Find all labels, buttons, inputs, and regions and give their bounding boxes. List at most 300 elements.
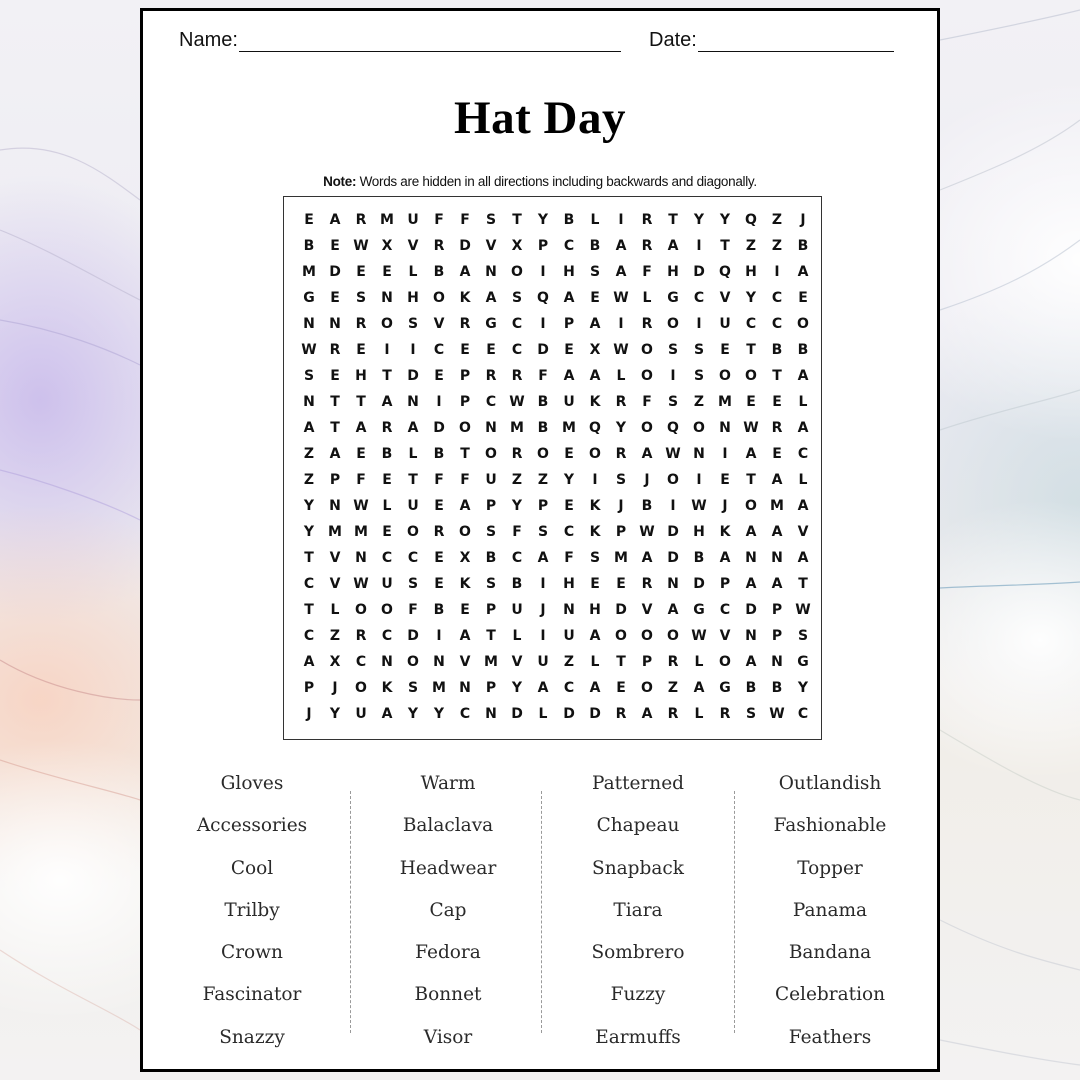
grid-cell[interactable]: G xyxy=(719,680,731,696)
grid-cell[interactable]: T xyxy=(512,212,522,228)
grid-cell[interactable]: W xyxy=(795,602,811,618)
grid-cell[interactable]: X xyxy=(589,342,601,358)
grid-cell[interactable]: E xyxy=(460,342,470,358)
grid-cell[interactable]: K xyxy=(589,498,601,514)
grid-cell[interactable]: D xyxy=(511,706,523,722)
grid-cell[interactable]: B xyxy=(511,576,523,592)
grid-cell[interactable]: E xyxy=(746,394,756,410)
grid-cell[interactable]: R xyxy=(485,368,497,384)
grid-cell[interactable]: H xyxy=(667,264,679,280)
grid-cell[interactable]: H xyxy=(745,264,757,280)
grid-cell[interactable]: T xyxy=(460,446,470,462)
grid-cell[interactable]: O xyxy=(511,264,523,280)
grid-cell[interactable]: D xyxy=(433,420,445,436)
grid-cell[interactable]: N xyxy=(485,264,497,280)
grid-cell[interactable]: V xyxy=(329,550,341,566)
grid-cell[interactable]: T xyxy=(486,628,496,644)
grid-cell[interactable]: C xyxy=(745,316,757,332)
grid-cell[interactable]: D xyxy=(537,342,549,358)
grid-cell[interactable]: O xyxy=(797,316,809,332)
grid-cell[interactable]: S xyxy=(485,524,497,540)
grid-cell[interactable]: L xyxy=(382,498,392,514)
grid-cell[interactable]: U xyxy=(485,472,497,488)
grid-cell[interactable]: E xyxy=(356,342,366,358)
grid-cell[interactable]: N xyxy=(771,550,783,566)
grid-cell[interactable]: A xyxy=(667,238,679,254)
grid-cell[interactable]: L xyxy=(330,602,340,618)
grid-cell[interactable]: J xyxy=(540,602,546,618)
grid-cell[interactable]: O xyxy=(433,290,445,306)
grid-cell[interactable]: W xyxy=(769,706,785,722)
grid-cell[interactable]: E xyxy=(382,524,392,540)
grid-cell[interactable]: S xyxy=(485,576,497,592)
grid-cell[interactable]: O xyxy=(355,602,367,618)
grid-cell[interactable]: A xyxy=(459,264,471,280)
grid-cell[interactable]: I xyxy=(540,628,546,644)
grid-cell[interactable]: Z xyxy=(511,472,523,488)
grid-cell[interactable]: O xyxy=(641,342,653,358)
grid-cell[interactable]: N xyxy=(719,420,731,436)
grid-cell[interactable]: E xyxy=(434,576,444,592)
grid-cell[interactable]: D xyxy=(407,628,419,644)
grid-cell[interactable]: E xyxy=(772,394,782,410)
grid-cell[interactable]: X xyxy=(511,238,523,254)
grid-cell[interactable]: S xyxy=(667,394,679,410)
grid-cell[interactable]: R xyxy=(355,628,367,644)
grid-cell[interactable]: A xyxy=(693,680,705,696)
grid-cell[interactable]: E xyxy=(382,472,392,488)
grid-cell[interactable]: C xyxy=(797,706,809,722)
grid-cell[interactable]: O xyxy=(407,654,419,670)
grid-cell[interactable]: V xyxy=(433,316,445,332)
grid-cell[interactable]: N xyxy=(693,446,705,462)
date-blank-line[interactable] xyxy=(698,31,894,52)
grid-cell[interactable]: O xyxy=(719,368,731,384)
grid-cell[interactable]: L xyxy=(694,706,704,722)
grid-cell[interactable]: O xyxy=(381,602,393,618)
grid-cell[interactable]: N xyxy=(303,316,315,332)
grid-cell[interactable]: V xyxy=(641,602,653,618)
grid-cell[interactable]: M xyxy=(328,524,342,540)
grid-cell[interactable]: D xyxy=(329,264,341,280)
grid-cell[interactable]: E xyxy=(356,446,366,462)
grid-cell[interactable]: Z xyxy=(303,472,315,488)
grid-cell[interactable]: F xyxy=(642,264,652,280)
grid-cell[interactable]: E xyxy=(486,342,496,358)
name-blank-line[interactable] xyxy=(239,31,621,52)
grid-cell[interactable]: I xyxy=(696,472,702,488)
grid-cell[interactable]: J xyxy=(618,498,624,514)
grid-cell[interactable]: E xyxy=(564,446,574,462)
grid-cell[interactable]: P xyxy=(615,524,627,540)
grid-cell[interactable]: I xyxy=(774,264,780,280)
grid-cell[interactable]: C xyxy=(511,550,523,566)
grid-cell[interactable]: A xyxy=(589,628,601,644)
grid-cell[interactable]: G xyxy=(797,654,809,670)
grid-cell[interactable]: B xyxy=(537,394,549,410)
grid-cell[interactable]: B xyxy=(641,498,653,514)
grid-cell[interactable]: B xyxy=(381,446,393,462)
grid-cell[interactable]: M xyxy=(562,420,576,436)
grid-cell[interactable]: Y xyxy=(329,706,341,722)
grid-cell[interactable]: R xyxy=(433,524,445,540)
grid-cell[interactable]: S xyxy=(667,342,679,358)
grid-cell[interactable]: R xyxy=(355,316,367,332)
grid-cell[interactable]: P xyxy=(459,394,471,410)
grid-cell[interactable]: O xyxy=(641,628,653,644)
grid-cell[interactable]: T xyxy=(746,472,756,488)
grid-cell[interactable]: T xyxy=(304,602,314,618)
grid-cell[interactable]: S xyxy=(407,316,419,332)
grid-cell[interactable]: O xyxy=(459,420,471,436)
grid-cell[interactable]: C xyxy=(719,602,731,618)
grid-cell[interactable]: R xyxy=(771,420,783,436)
grid-cell[interactable]: S xyxy=(537,524,549,540)
grid-cell[interactable]: Q xyxy=(667,420,679,436)
grid-cell[interactable]: P xyxy=(537,498,549,514)
grid-cell[interactable]: A xyxy=(329,212,341,228)
grid-cell[interactable]: N xyxy=(667,576,679,592)
grid-cell[interactable]: O xyxy=(615,628,627,644)
grid-cell[interactable]: S xyxy=(511,290,523,306)
grid-cell[interactable]: O xyxy=(459,524,471,540)
grid-cell[interactable]: A xyxy=(745,654,757,670)
grid-cell[interactable]: M xyxy=(302,264,316,280)
grid-cell[interactable]: O xyxy=(355,680,367,696)
grid-cell[interactable]: V xyxy=(719,290,731,306)
grid-cell[interactable]: Y xyxy=(407,706,419,722)
grid-cell[interactable]: Q xyxy=(719,264,731,280)
grid-cell[interactable]: Y xyxy=(563,472,575,488)
grid-cell[interactable]: P xyxy=(641,654,653,670)
grid-cell[interactable]: D xyxy=(407,368,419,384)
grid-cell[interactable]: N xyxy=(485,706,497,722)
grid-cell[interactable]: L xyxy=(590,212,600,228)
grid-cell[interactable]: I xyxy=(540,264,546,280)
grid-cell[interactable]: A xyxy=(563,290,575,306)
grid-cell[interactable]: Y xyxy=(511,680,523,696)
grid-cell[interactable]: B xyxy=(433,602,445,618)
grid-cell[interactable]: I xyxy=(592,472,598,488)
grid-cell[interactable]: S xyxy=(797,628,809,644)
grid-cell[interactable]: G xyxy=(485,316,497,332)
grid-cell[interactable]: P xyxy=(485,498,497,514)
grid-cell[interactable]: A xyxy=(797,368,809,384)
grid-cell[interactable]: L xyxy=(512,628,522,644)
grid-cell[interactable]: S xyxy=(693,368,705,384)
grid-cell[interactable]: N xyxy=(355,550,367,566)
grid-cell[interactable]: R xyxy=(355,212,367,228)
grid-cell[interactable]: A xyxy=(381,394,393,410)
grid-cell[interactable]: Z xyxy=(745,238,757,254)
grid-cell[interactable]: D xyxy=(667,524,679,540)
grid-cell[interactable]: A xyxy=(355,420,367,436)
grid-cell[interactable]: R xyxy=(381,420,393,436)
grid-cell[interactable]: R xyxy=(511,368,523,384)
grid-cell[interactable]: P xyxy=(303,680,315,696)
grid-cell[interactable]: T xyxy=(356,394,366,410)
name-field[interactable] xyxy=(179,29,621,52)
grid-cell[interactable]: T xyxy=(720,238,730,254)
grid-cell[interactable]: C xyxy=(381,550,393,566)
grid-cell[interactable]: B xyxy=(771,680,783,696)
grid-cell[interactable]: J xyxy=(306,706,312,722)
grid-cell[interactable]: A xyxy=(771,576,783,592)
grid-cell[interactable]: S xyxy=(589,264,601,280)
grid-cell[interactable]: B xyxy=(433,446,445,462)
grid-cell[interactable]: V xyxy=(511,654,523,670)
grid-cell[interactable]: F xyxy=(538,368,548,384)
grid-cell[interactable]: C xyxy=(459,706,471,722)
grid-cell[interactable]: C xyxy=(511,316,523,332)
grid-cell[interactable]: S xyxy=(693,342,705,358)
grid-cell[interactable]: R xyxy=(433,238,445,254)
grid-cell[interactable]: W xyxy=(691,628,707,644)
grid-cell[interactable]: A xyxy=(745,576,757,592)
grid-cell[interactable]: A xyxy=(797,264,809,280)
grid-cell[interactable]: P xyxy=(485,680,497,696)
grid-cell[interactable]: N xyxy=(407,394,419,410)
grid-cell[interactable]: D xyxy=(459,238,471,254)
grid-cell[interactable]: M xyxy=(354,524,368,540)
grid-cell[interactable]: N xyxy=(381,654,393,670)
grid-cell[interactable]: I xyxy=(696,316,702,332)
grid-cell[interactable]: K xyxy=(589,394,601,410)
grid-cell[interactable]: C xyxy=(797,446,809,462)
grid-cell[interactable]: Z xyxy=(303,446,315,462)
grid-cell[interactable]: V xyxy=(719,628,731,644)
grid-cell[interactable]: Y xyxy=(303,498,315,514)
grid-cell[interactable]: N xyxy=(745,628,757,644)
grid-cell[interactable]: I xyxy=(384,342,390,358)
grid-cell[interactable]: H xyxy=(589,602,601,618)
grid-cell[interactable]: C xyxy=(771,316,783,332)
grid-cell[interactable]: Q xyxy=(745,212,757,228)
grid-cell[interactable]: F xyxy=(564,550,574,566)
grid-cell[interactable]: E xyxy=(616,680,626,696)
grid-cell[interactable]: O xyxy=(745,498,757,514)
grid-cell[interactable]: F xyxy=(460,472,470,488)
grid-cell[interactable]: C xyxy=(563,680,575,696)
grid-cell[interactable]: T xyxy=(330,420,340,436)
grid-cell[interactable]: N xyxy=(459,680,471,696)
grid-cell[interactable]: A xyxy=(303,654,315,670)
grid-cell[interactable]: E xyxy=(590,576,600,592)
grid-cell[interactable]: K xyxy=(459,576,471,592)
grid-cell[interactable]: E xyxy=(356,264,366,280)
grid-cell[interactable]: K xyxy=(589,524,601,540)
grid-cell[interactable]: S xyxy=(407,576,419,592)
grid-cell[interactable]: C xyxy=(303,628,315,644)
grid-cell[interactable]: E xyxy=(434,498,444,514)
grid-cell[interactable]: A xyxy=(641,550,653,566)
grid-cell[interactable]: O xyxy=(381,316,393,332)
grid-cell[interactable]: A xyxy=(459,498,471,514)
grid-cell[interactable]: E xyxy=(330,290,340,306)
grid-cell[interactable]: F xyxy=(512,524,522,540)
grid-cell[interactable]: S xyxy=(615,472,627,488)
grid-cell[interactable]: P xyxy=(459,368,471,384)
grid-cell[interactable]: N xyxy=(745,550,757,566)
grid-cell[interactable]: F xyxy=(434,212,444,228)
grid-cell[interactable]: T xyxy=(772,368,782,384)
grid-cell[interactable]: E xyxy=(616,576,626,592)
grid-cell[interactable]: R xyxy=(459,316,471,332)
grid-cell[interactable]: Y xyxy=(745,290,757,306)
grid-cell[interactable]: T xyxy=(616,654,626,670)
grid-cell[interactable]: O xyxy=(745,368,757,384)
grid-cell[interactable]: E xyxy=(330,368,340,384)
grid-cell[interactable]: U xyxy=(511,602,523,618)
grid-cell[interactable]: D xyxy=(589,706,601,722)
grid-cell[interactable]: W xyxy=(691,498,707,514)
grid-cell[interactable]: A xyxy=(329,446,341,462)
grid-cell[interactable]: A xyxy=(719,550,731,566)
grid-cell[interactable]: I xyxy=(722,446,728,462)
grid-cell[interactable]: H xyxy=(693,524,705,540)
grid-cell[interactable]: A xyxy=(589,316,601,332)
grid-cell[interactable]: D xyxy=(745,602,757,618)
grid-cell[interactable]: O xyxy=(485,446,497,462)
grid-cell[interactable]: S xyxy=(407,680,419,696)
grid-cell[interactable]: C xyxy=(407,550,419,566)
grid-cell[interactable]: E xyxy=(382,264,392,280)
grid-cell[interactable]: U xyxy=(381,576,393,592)
grid-cell[interactable]: Q xyxy=(537,290,549,306)
grid-cell[interactable]: N xyxy=(771,654,783,670)
grid-cell[interactable]: B xyxy=(797,238,809,254)
grid-cell[interactable]: M xyxy=(380,212,394,228)
grid-cell[interactable]: D xyxy=(563,706,575,722)
grid-cell[interactable]: I xyxy=(696,238,702,254)
grid-cell[interactable]: F xyxy=(356,472,366,488)
grid-cell[interactable]: P xyxy=(563,316,575,332)
grid-cell[interactable]: P xyxy=(537,238,549,254)
grid-cell[interactable]: E xyxy=(434,368,444,384)
grid-cell[interactable]: A xyxy=(745,524,757,540)
grid-cell[interactable]: Y xyxy=(433,706,445,722)
grid-cell[interactable]: N xyxy=(329,316,341,332)
grid-cell[interactable]: L xyxy=(616,368,626,384)
grid-cell[interactable]: E xyxy=(564,342,574,358)
grid-cell[interactable]: O xyxy=(667,316,679,332)
grid-cell[interactable]: X xyxy=(381,238,393,254)
grid-cell[interactable]: V xyxy=(485,238,497,254)
grid-cell[interactable]: T xyxy=(668,212,678,228)
grid-cell[interactable]: F xyxy=(434,472,444,488)
grid-cell[interactable]: R xyxy=(719,706,731,722)
grid-cell[interactable]: B xyxy=(771,342,783,358)
grid-cell[interactable]: P xyxy=(485,602,497,618)
grid-cell[interactable]: A xyxy=(407,420,419,436)
grid-cell[interactable]: B xyxy=(563,212,575,228)
grid-cell[interactable]: L xyxy=(590,654,600,670)
grid-cell[interactable]: L xyxy=(408,264,418,280)
grid-cell[interactable]: B xyxy=(693,550,705,566)
grid-cell[interactable]: R xyxy=(511,446,523,462)
grid-cell[interactable]: A xyxy=(667,602,679,618)
grid-cell[interactable]: X xyxy=(329,654,341,670)
grid-cell[interactable]: O xyxy=(641,420,653,436)
grid-cell[interactable]: J xyxy=(644,472,650,488)
grid-cell[interactable]: Y xyxy=(537,212,549,228)
grid-cell[interactable]: U xyxy=(407,498,419,514)
grid-cell[interactable]: C xyxy=(355,654,367,670)
grid-cell[interactable]: C xyxy=(485,394,497,410)
grid-cell[interactable]: U xyxy=(719,316,731,332)
grid-cell[interactable]: L xyxy=(798,394,808,410)
grid-cell[interactable]: J xyxy=(722,498,728,514)
grid-cell[interactable]: O xyxy=(407,524,419,540)
grid-cell[interactable]: C xyxy=(563,238,575,254)
grid-cell[interactable]: D xyxy=(693,576,705,592)
grid-cell[interactable]: O xyxy=(589,446,601,462)
grid-cell[interactable]: V xyxy=(407,238,419,254)
grid-cell[interactable]: R xyxy=(615,446,627,462)
grid-cell[interactable]: E xyxy=(564,498,574,514)
grid-cell[interactable]: B xyxy=(589,238,601,254)
grid-cell[interactable]: Z xyxy=(329,628,341,644)
grid-cell[interactable]: O xyxy=(693,420,705,436)
grid-cell[interactable]: D xyxy=(693,264,705,280)
grid-cell[interactable]: G xyxy=(693,602,705,618)
grid-cell[interactable]: I xyxy=(540,316,546,332)
grid-cell[interactable]: L xyxy=(408,446,418,462)
grid-cell[interactable]: V xyxy=(797,524,809,540)
grid-cell[interactable]: I xyxy=(618,212,624,228)
grid-cell[interactable]: T xyxy=(330,394,340,410)
grid-cell[interactable]: B xyxy=(303,238,315,254)
grid-cell[interactable]: I xyxy=(410,342,416,358)
grid-cell[interactable]: K xyxy=(719,524,731,540)
grid-cell[interactable]: U xyxy=(563,394,575,410)
grid-cell[interactable]: P xyxy=(329,472,341,488)
grid-cell[interactable]: M xyxy=(614,550,628,566)
grid-cell[interactable]: H xyxy=(407,290,419,306)
grid-cell[interactable]: W xyxy=(353,238,369,254)
grid-cell[interactable]: Z xyxy=(771,212,783,228)
grid-cell[interactable]: W xyxy=(639,524,655,540)
grid-cell[interactable]: B xyxy=(537,420,549,436)
grid-cell[interactable]: A xyxy=(303,420,315,436)
grid-cell[interactable]: C xyxy=(771,290,783,306)
grid-cell[interactable]: N xyxy=(433,654,445,670)
grid-cell[interactable]: A xyxy=(615,238,627,254)
grid-cell[interactable]: M xyxy=(432,680,446,696)
grid-cell[interactable]: M xyxy=(770,498,784,514)
grid-cell[interactable]: E xyxy=(330,238,340,254)
grid-cell[interactable]: R xyxy=(667,654,679,670)
grid-cell[interactable]: A xyxy=(771,472,783,488)
grid-cell[interactable]: A xyxy=(381,706,393,722)
grid-cell[interactable]: C xyxy=(303,576,315,592)
grid-cell[interactable]: B xyxy=(485,550,497,566)
grid-cell[interactable]: E xyxy=(460,602,470,618)
grid-cell[interactable]: R xyxy=(329,342,341,358)
grid-cell[interactable]: E xyxy=(434,550,444,566)
grid-cell[interactable]: P xyxy=(771,602,783,618)
grid-cell[interactable]: A xyxy=(563,368,575,384)
grid-cell[interactable]: Z xyxy=(771,238,783,254)
grid-cell[interactable]: A xyxy=(771,524,783,540)
grid-cell[interactable]: A xyxy=(745,446,757,462)
grid-cell[interactable]: B xyxy=(433,264,445,280)
grid-cell[interactable]: N xyxy=(381,290,393,306)
grid-cell[interactable]: W xyxy=(743,420,759,436)
grid-cell[interactable]: W xyxy=(353,498,369,514)
grid-cell[interactable]: E xyxy=(304,212,314,228)
grid-cell[interactable]: Y xyxy=(797,680,809,696)
